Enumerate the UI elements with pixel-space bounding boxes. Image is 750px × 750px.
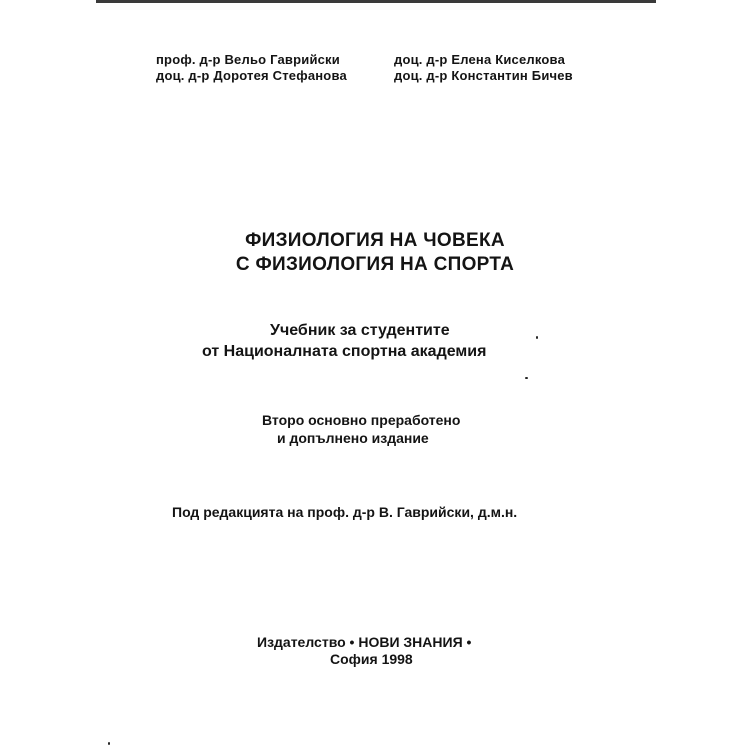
editor-line: Под редакцията на проф. д-р В. Гаврийски, д.м.н. [172, 504, 518, 520]
book-title-line-2: С ФИЗИОЛОГИЯ НА СПОРТА [235, 254, 515, 275]
scan-speck [536, 336, 538, 339]
edition-line-1: Второ основно преработено [262, 412, 461, 428]
scan-speck [108, 742, 110, 745]
author-4: доц. д-р Константин Бичев [394, 68, 573, 83]
subtitle-line-1: Учебник за студентите [270, 322, 450, 339]
author-2: доц. д-р Елена Киселкова [394, 52, 565, 67]
book-title-line-1: ФИЗИОЛОГИЯ НА ЧОВЕКА [245, 230, 505, 251]
edition-line-2: и допълнено издание [277, 430, 429, 446]
city-year-line: София 1998 [330, 651, 413, 667]
author-3: доц. д-р Доротея Стефанова [156, 68, 347, 83]
top-border-line [96, 0, 656, 3]
scan-speck [525, 377, 528, 379]
author-1: проф. д-р Вельо Гаврийски [156, 52, 340, 67]
subtitle-line-2: от Националната спортна академия [202, 343, 487, 360]
publisher-line: Издателство • НОВИ ЗНАНИЯ • [257, 634, 472, 650]
